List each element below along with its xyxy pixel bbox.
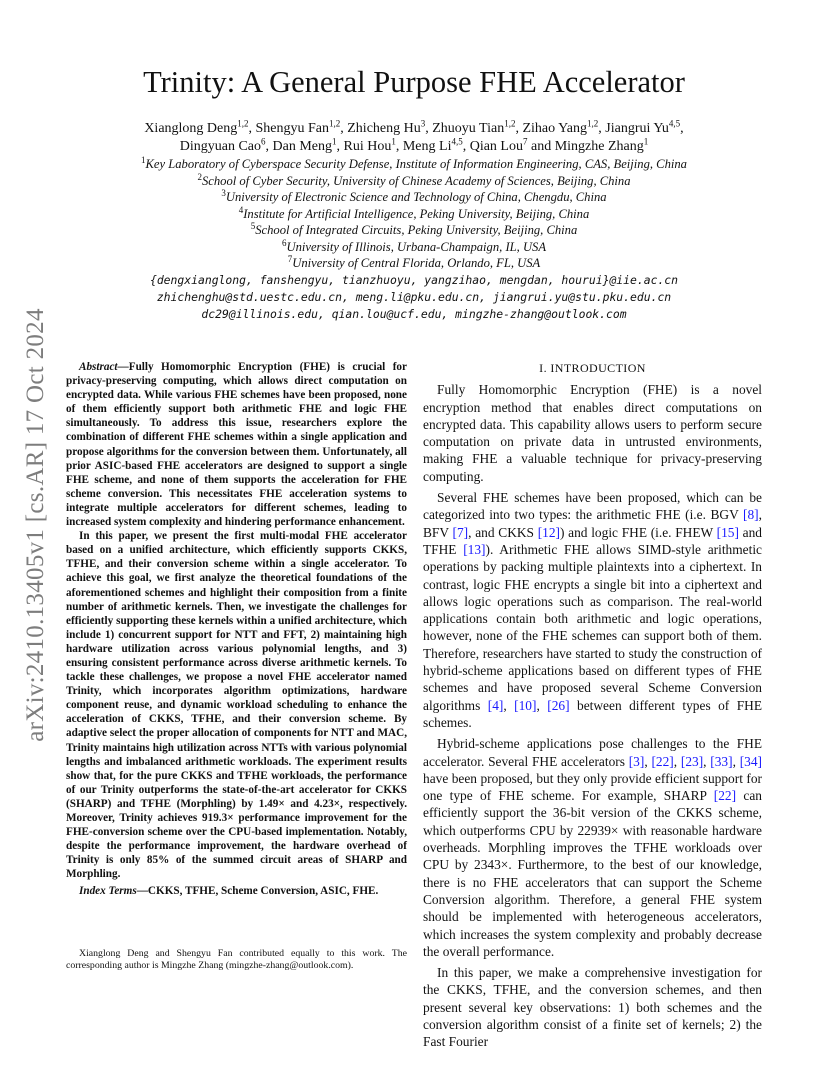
affiliation: $^7$University of Central Florida, Orlando, FL, USA bbox=[287, 253, 541, 270]
affiliation: $^2$School of Cyber Security, University of Chinese Academy of Sciences, Beijing, China bbox=[197, 171, 631, 188]
right-column bbox=[423, 360, 762, 1051]
index-terms: Index Terms—CKKS, TFHE, Scheme Conversion, ASIC, FHE. bbox=[79, 885, 379, 898]
citation-link[interactable]: [8] bbox=[743, 507, 759, 523]
paper-title: Trinity: A General Purpose FHE Accelerator bbox=[143, 65, 685, 99]
body-paragraph: Fully Homomorphic Encryption (FHE) is a novel encryption method that enables direct computations on encrypted data. This capability allows users to perform secure computation on private data in untrusted environments, making FHE a valuable technique for privacy-preserving computing. bbox=[423, 382, 762, 484]
citation-link[interactable]: [33] bbox=[710, 753, 733, 769]
email-line: dc29@illinois.edu, qian.lou@ucf.edu, mingzhe-zhang@outlook.com bbox=[201, 306, 627, 321]
paper-header bbox=[60, 64, 768, 323]
email-line: zhichenghu@std.uestc.edu.cn, meng.li@pku.edu.cn, jiangrui.yu@stu.pku.edu.cn bbox=[156, 289, 672, 304]
affiliation: $^6$University of Illinois, Urbana-Champaign, IL, USA bbox=[281, 237, 547, 254]
left-column bbox=[66, 360, 407, 899]
email-line: {dengxianglong, fanshengyu, tianzhuoyu, yangzihao, mengdan, hourui}@iie.ac.cn bbox=[149, 272, 679, 287]
body-paragraph: Several FHE schemes have been proposed, which can be categorized into two types: the arithmetic FHE (i.e. BGV [8], BFV [7], and CKKS [12]) and logic FHE (i.e. FHEW [15] and TFHE [13]). Arithmetic FHE allows SIMD-style arithmetic operations by packing multiple plaintexts into a ciphertext. In contrast, logic FHE encrypts a single bit into a ciphertext and allows logic operations such as comparison. The real-world applications contain both arithmetic and logic operations, however, none of the FHE schemes can support both of them. Therefore, researchers have started to study the construction of hybrid-scheme applications based on different types of FHE schemes and have proposed several Scheme Conversion algorithms [4], [10], [26] between different types of FHE schemes. bbox=[423, 490, 762, 730]
footnote: Xianglong Deng and Shengyu Fan contributed equally to this work. The corresponding author is Mingzhe Zhang (mingzhe-zhang@outlook.com). bbox=[66, 948, 407, 972]
citation-link[interactable]: [10] bbox=[514, 697, 537, 713]
author-line: Dingyuan Cao$^6$, Dan Meng$^1$, Rui Hou$^1$, Meng Li$^{4,5}$, Qian Lou$^7$ and Mingzhe Zhang$^1$ bbox=[179, 136, 649, 154]
affiliation: $^3$University of Electronic Science and Technology of China, Chengdu, China bbox=[221, 187, 607, 204]
citation-link[interactable]: [22] bbox=[651, 753, 674, 769]
citation-link[interactable]: [26] bbox=[547, 697, 570, 713]
citation-link[interactable]: [15] bbox=[716, 524, 739, 540]
abstract-paragraph: In this paper, we present the first multi-modal FHE accelerator based on a unified architecture, which efficiently supports CKKS, TFHE, and their conversion scheme within a single accelerator. To achieve this goal, we first analyze the theoretical foundations of the aforementioned schemes and highlight their composition from a finite number of arithmetic kernels. Then, we investigate the challenges for efficiently supporting these kernels within a unified architecture, which include 1) concurrent support for NTT and FFT, 2) maintaining high hardware utilization across various polynomial lengths, and 3) ensuring consistent performance across diverse arithmetic kernels. To tackle these challenges, we propose a novel FHE accelerator named Trinity, which incorporates algorithm optimizations, hardware component reuse, and dynamic workload scheduling to enhance the acceleration of CKKS, TFHE, and their conversion scheme. By adaptive select the proper allocation of components for NTT and MAC, Trinity maintains high utilization across NTTs with various polynomial lengths and imbalanced arithmetic workloads. The experiment results show that, for the pure CKKS and TFHE workloads, the performance of our Trinity outperforms the state-of-the-art accelerator for CKKS (SHARP) and TFHE (Morphling) by 1.49× and 4.23×, respectively. Moreover, Trinity achieves 919.3× performance improvement for the FHE-conversion scheme over the CPU-based implementation. Notably, despite the performance improvement, the hardware overhead of Trinity is only 85% of the summed circuit areas of SHARP and Morphling. bbox=[66, 530, 407, 881]
abstract-label: Abstract bbox=[79, 361, 118, 373]
citation-link[interactable]: [7] bbox=[452, 524, 469, 540]
citation-link[interactable]: [12] bbox=[537, 524, 560, 540]
abstract-paragraph: Abstract—Fully Homomorphic Encryption (FHE) is crucial for privacy-preserving computing, which allows direct computation on encrypted data. While various FHE schemes have been proposed, none of them efficiently support both arithmetic FHE and logic FHE simultaneously. To address this issue, researchers explore the combination of different FHE schemes within a single application and propose algorithms for the conversion between them. Unfortunately, all prior ASIC-based FHE accelerators are designed to support a single FHE scheme, and none of them supports the acceleration for FHE scheme conversion. This necessitates FHE acceleration systems to integrate multiple accelerators for different schemes, leading to increased system complexity and hindering performance enhancement. bbox=[66, 361, 407, 529]
affiliation: $^5$School of Integrated Circuits, Peking University, Beijing, China bbox=[250, 220, 578, 237]
body-paragraph: Hybrid-scheme applications pose challenges to the FHE accelerator. Several FHE accelerators [3], [22], [23], [33], [34] have been proposed, but they only provide efficient support for one type of FHE scheme. For example, SHARP [22] can efficiently support the 36-bit version of the CKKS scheme, which outperforms CPU by 22939× with reasonable hardware overheads. Morphling improves the TFHE workloads over CPU by 2343×. Furthermore, to the best of our knowledge, there is no FHE accelerators that can support the Scheme Conversion algorithm. Therefore, a general FHE system should be implemented with heterogeneous accelerators, which increases the system complexity and probably decrease the overall performance. bbox=[423, 736, 763, 959]
citation-link[interactable]: [13] bbox=[463, 541, 486, 557]
affiliation-list bbox=[60, 156, 768, 272]
affiliation: $^4$Institute for Artificial Intelligence, Peking University, Beijing, China bbox=[238, 204, 590, 221]
citation-link[interactable]: [4] bbox=[487, 697, 504, 713]
affiliation: $^1$Key Laboratory of Cyberspace Security Defense, Institute of Information Engineering, CAS, Beijing, China bbox=[141, 154, 687, 171]
author-list bbox=[60, 120, 768, 156]
citation-link[interactable]: [34] bbox=[739, 753, 763, 769]
arxiv-stamp: arXiv:2410.13405v1 [cs.AR] 17 Oct 2024 bbox=[22, 308, 50, 742]
citation-link[interactable]: [23] bbox=[680, 753, 704, 769]
author-line: Xianglong Deng$^{1,2}$, Shengyu Fan$^{1,2}$, Zhicheng Hu$^3$, Zhuoyu Tian$^{1,2}$, Zihao Yang$^{1,2}$, Jiangrui Yu$^{4,5}$, bbox=[144, 118, 684, 136]
section-heading: I. INTRODUCTION bbox=[539, 361, 646, 375]
citation-link[interactable]: [3] bbox=[628, 753, 645, 769]
body-paragraph: In this paper, we make a comprehensive investigation for the CKKS, TFHE, and the conversion schemes, and then present several key observations: 1) both schemes and the conversion algorithm consist of a finite set of kernels; 2) the Fast Fourier bbox=[423, 965, 762, 1050]
citation-link[interactable]: [22] bbox=[713, 788, 737, 804]
email-list bbox=[60, 272, 768, 323]
index-terms-label: Index Terms bbox=[79, 885, 137, 898]
